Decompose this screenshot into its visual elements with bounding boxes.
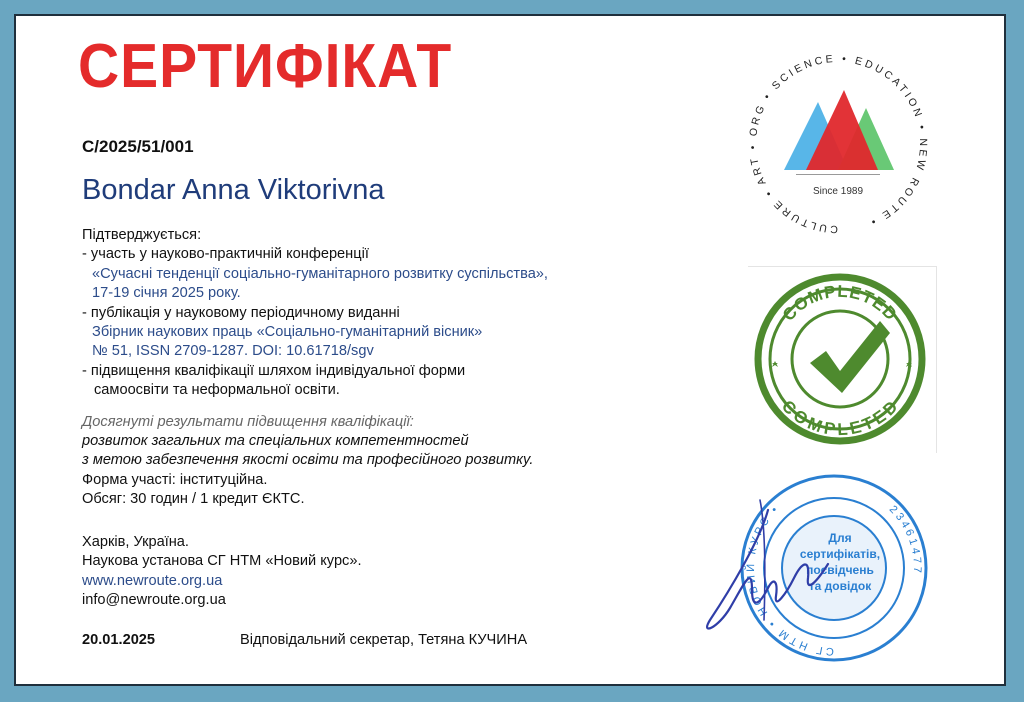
confirm-label: Підтверджується: (82, 227, 202, 243)
item-conference: - участь у науково-практичній конференції (82, 246, 369, 263)
participation-form: Форма участі: інституційна. (82, 471, 268, 488)
recipient-name: Bondar Anna Viktorivna (82, 174, 385, 206)
secretary-signature-line: Відповідальний секретар, Тетяна КУЧИНА (240, 632, 528, 648)
journal-title: Збірник наукових праць «Соціально-гуманітарний вісник» (92, 324, 483, 341)
seal-center-line4: та довідок (808, 579, 872, 593)
checkmark-icon (810, 321, 890, 393)
issuer-website-link[interactable]: www.newroute.org.ua (82, 572, 223, 589)
item-publication: - публікація у науковому періодичному виданні (82, 304, 400, 321)
results-heading: Досягнуті результати підвищення кваліфікації: (82, 413, 414, 430)
seal-center-line3: посвідчень (806, 563, 874, 577)
item-qualification-line2: самоосвіти та неформальної освіти. (94, 382, 340, 399)
seal-ring-number: 23461477 (886, 503, 924, 577)
issue-date: 20.01.2025 (82, 632, 156, 648)
volume: Обсяг: 30 годин / 1 кредит ЄКТС. (82, 491, 305, 508)
conference-date: 17-19 січня 2025 року. (92, 285, 241, 302)
completed-stamp (748, 266, 937, 453)
certificate-body (82, 226, 702, 610)
new-route-logo (726, 38, 950, 248)
certificate-title: СЕРТИФІКАТ (78, 32, 453, 101)
signature-and-seal (690, 470, 950, 680)
completed-top-text: COMPLETED (778, 281, 902, 325)
results-line2: з метою забезпечення якості освіти та професійного розвитку. (82, 452, 534, 469)
seal-center-line2: сертифікатів, (799, 547, 881, 561)
item-qualification-line1: - підвищення кваліфікації шляхом індивідуальної форми (82, 362, 466, 379)
issuer-organization: Наукова установа СГ НТМ «Новий курс». (82, 553, 362, 570)
results-line1: розвиток загальних та спеціальних компетентностей (82, 433, 469, 450)
journal-details: № 51, ISSN 2709-1287. DOI: 10.61718/sgv (92, 343, 374, 360)
conference-title: «Сучасні тенденції соціально-гуманітарного розвитку суспільства», (92, 265, 548, 282)
seal-ring-text: СГ НТМ • НОВИЙ КУРС • (744, 502, 835, 658)
completed-bottom-text: COMPLETED (777, 396, 903, 440)
issuer-email[interactable]: info@newroute.org.ua (82, 591, 226, 608)
logo-ring-text: CULTURE • ART • ORG • SCIENCE • EDUCATION • NEW ROUTE • (746, 52, 930, 236)
certificate-number: C/2025/51/001 (82, 137, 194, 156)
logo-since: Since 1989 (812, 186, 864, 197)
seal-center-line1: Для (828, 531, 852, 545)
issuer-city: Харків, Україна. (82, 533, 189, 550)
